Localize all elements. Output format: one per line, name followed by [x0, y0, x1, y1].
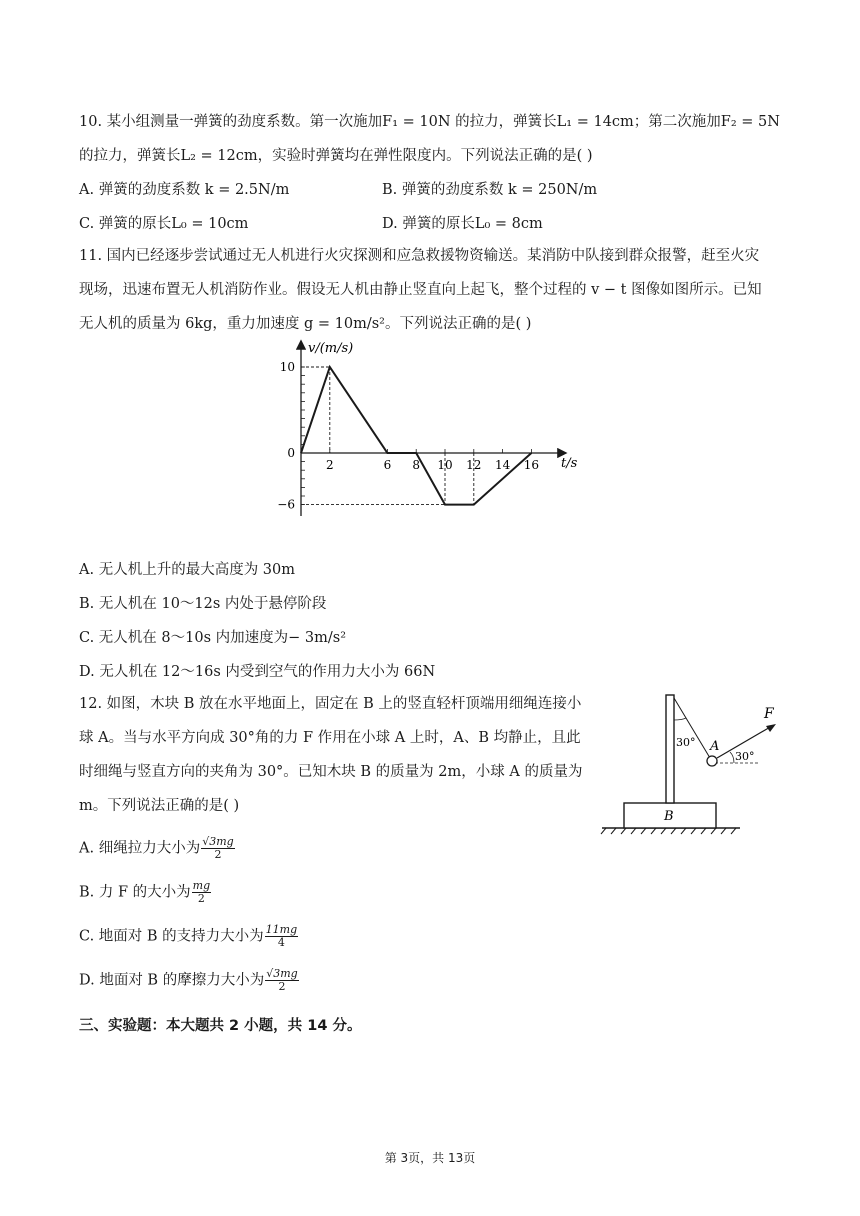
q10-option-b: B. 弹簧的劲度系数 k = 250N/m [382, 182, 598, 198]
q12-option-b: B. 力 F 的大小为 $\frac{mg}{2}$ [79, 879, 211, 905]
block-b-label: B [664, 809, 674, 824]
vertical-rod [666, 695, 674, 803]
q10-option-d: D. 弹簧的原长L₀ = 8cm [382, 216, 543, 232]
force-diagram [598, 690, 798, 840]
q10-option-c: C. 弹簧的原长L₀ = 10cm [79, 216, 249, 232]
q12-option-a: A. 细绳拉力大小为 $\frac{√3mg}{2}$ [79, 835, 234, 861]
q10-option-a: A. 弹簧的劲度系数 k = 2.5N/m [79, 182, 290, 198]
q11-option-c: C. 无人机在 8～10s 内加速度为− 3m/s² [79, 630, 347, 646]
q11-option-d: D. 无人机在 12～16s 内受到空气的作用力大小为 66N [79, 664, 436, 680]
page-footer: 第 3页，共 13页 [384, 1151, 476, 1165]
angle-label-rope: 30° [676, 736, 696, 749]
q12-stem-line4: m。下列说法正确的是( ) [79, 798, 240, 814]
series-line [301, 367, 531, 505]
x-tick-label: 14 [494, 458, 511, 472]
force-angle-arc [730, 752, 734, 763]
q11-stem-line1: 11. 国内已经逐步尝试通过无人机进行火灾探测和应急救援物资输送。某消防中队接到群众报警，赶至火灾 [79, 248, 760, 264]
fraction: $\frac{√3mg}{2}$ [266, 967, 298, 993]
ball-a-label: A [710, 739, 720, 754]
x-tick-label: 12 [466, 458, 482, 472]
q12-stem-line2: 球 A。当与水平方向成 30°角的力 F 作用在小球 A 上时，A、B 均静止，且此 [79, 730, 581, 746]
x-tick-label: 10 [437, 458, 453, 472]
q11-stem-line2: 现场，迅速布置无人机消防作业。假设无人机由静止竖直向上起飞，整个过程的 v − t 图像如图所示。已知 [79, 282, 762, 298]
x-tick-label: 2 [325, 458, 334, 472]
q12-option-c: C. 地面对 B 的支持力大小为 $\frac{11mg}{4}$ [79, 923, 298, 949]
fraction: $\frac{11mg}{4}$ [265, 923, 298, 949]
q12-stem-line3: 时细绳与竖直方向的夹角为 30°。已知木块 B 的质量为 2m，小球 A 的质量为 [79, 764, 583, 780]
force-f-arrowhead [766, 724, 776, 732]
q11-stem-line3: 无人机的质量为 6kg，重力加速度 g = 10m/s²。下列说法正确的是( ) [79, 316, 532, 332]
x-tick-label: 8 [412, 458, 421, 472]
force-f-label: F [764, 706, 774, 722]
q12-stem-line1: 12. 如图，木块 B 放在水平地面上，固定在 B 上的竖直轻杆顶端用细绳连接小 [79, 696, 582, 712]
fraction: $\frac{mg}{2}$ [192, 879, 211, 905]
rope-angle-arc [674, 718, 686, 720]
y-axis-label: v/(m/s) [308, 341, 354, 356]
x-tick-label: 6 [383, 458, 392, 472]
vt-chart [270, 336, 590, 526]
y-tick-label: 0 [287, 446, 295, 460]
section-heading: 三、实验题：本大题共 2 小题，共 14 分。 [79, 1018, 362, 1034]
x-axis-label: t/s [561, 456, 578, 471]
ball-a [707, 756, 717, 766]
y-tick-label: 10 [279, 360, 295, 374]
q11-option-b: B. 无人机在 10～12s 内处于悬停阶段 [79, 596, 327, 612]
q10-stem-line2: 的拉力，弹簧长L₂ = 12cm，实验时弹簧均在弹性限度内。下列说法正确的是( ) [79, 148, 593, 164]
fraction: $\frac{√3mg}{2}$ [202, 835, 234, 861]
x-tick-label: 16 [523, 458, 540, 472]
angle-label-force: 30° [735, 750, 755, 763]
ground-hatching [601, 828, 736, 834]
q10-stem-line1: 10. 某小组测量一弹簧的劲度系数。第一次施加F₁ = 10N 的拉力，弹簧长L₁ = 14cm；第二次施加F₂ = 5N [79, 114, 780, 130]
string [674, 698, 710, 758]
q11-option-a: A. 无人机上升的最大高度为 30m [79, 562, 295, 578]
q12-option-d: D. 地面对 B 的摩擦力大小为 $\frac{√3mg}{2}$ [79, 967, 298, 993]
y-tick-label: −6 [277, 497, 295, 512]
